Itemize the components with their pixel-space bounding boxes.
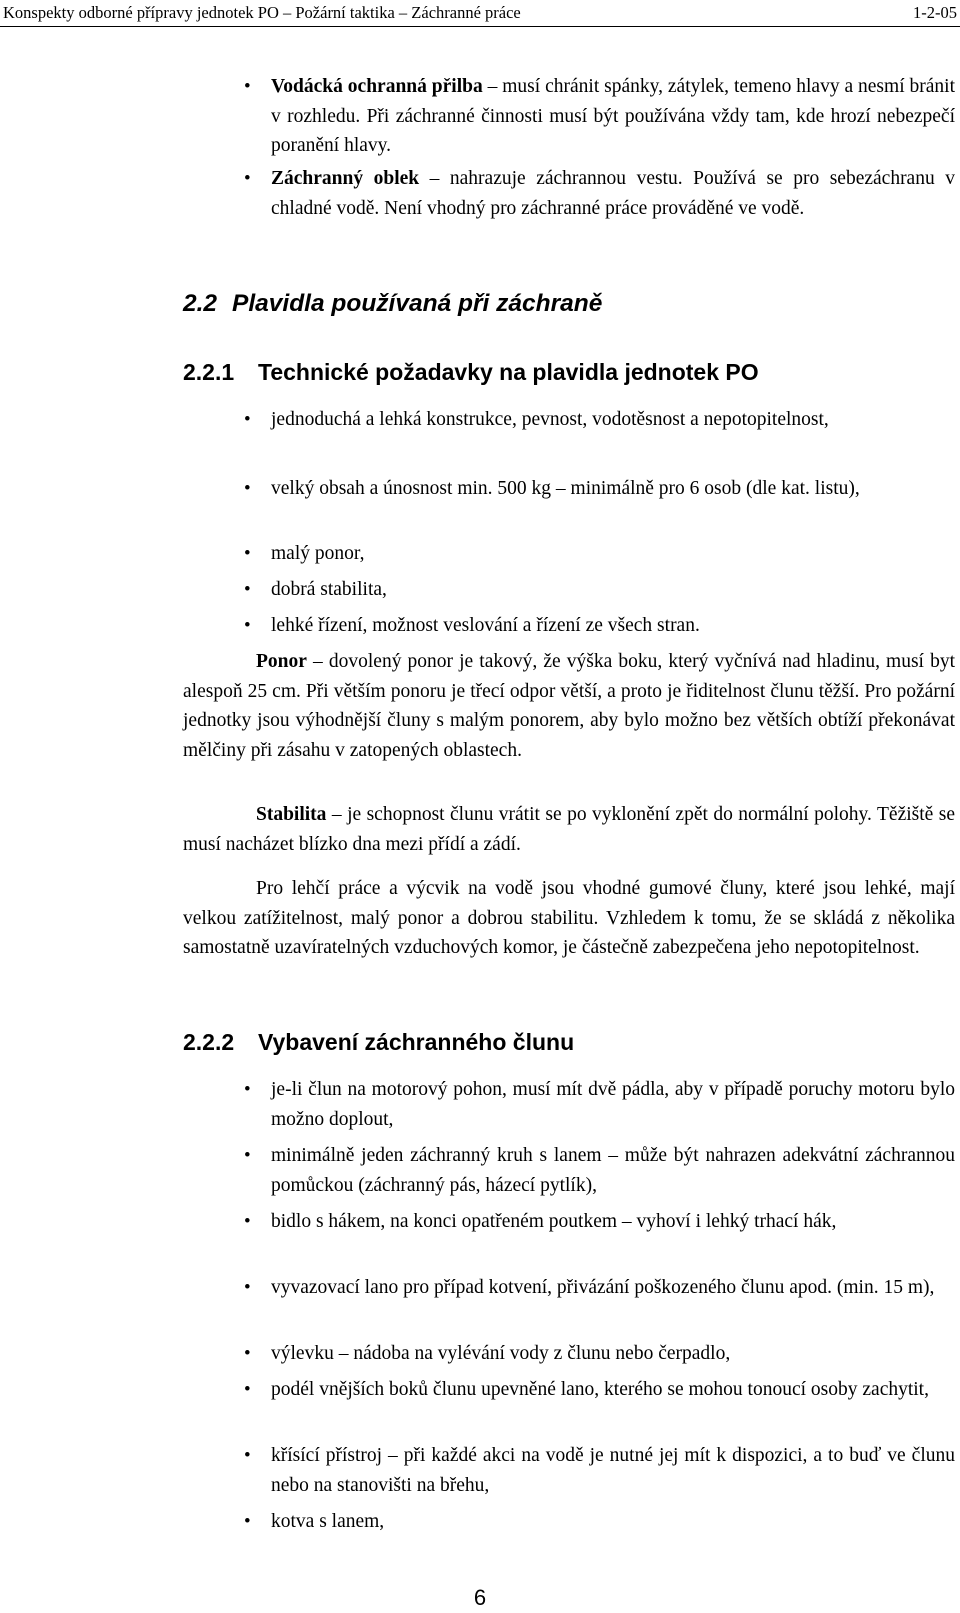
paragraph-gumove-cluny <box>183 874 955 963</box>
section-number: 2.2 <box>183 290 218 317</box>
list-item-text: velký obsah a únosnost min. 500 kg – minimálně pro 6 osob (dle kat. listu), <box>271 478 860 499</box>
list-item <box>244 164 955 223</box>
bullet-icon: • <box>244 1445 251 1466</box>
term-label: Záchranný oblek <box>271 168 420 189</box>
list-item-text: dobrá stabilita, <box>271 579 387 600</box>
header-code: 1-2-05 <box>913 3 957 22</box>
bullet-icon: • <box>244 579 251 600</box>
list-item <box>244 1441 955 1500</box>
list-item-text: malý ponor, <box>271 543 365 564</box>
bullet-icon: • <box>244 168 251 189</box>
list-item <box>244 1375 955 1405</box>
bullet-icon: • <box>244 1145 251 1166</box>
list-item <box>244 72 955 161</box>
term-description: – nahrazuje záchrannou vestu. Používá se pro sebezáchranu v chladné vodě. Není vhodný pro záchranné práce prováděné ve vodě. <box>271 168 955 219</box>
list-item <box>244 1141 955 1200</box>
bullet-icon: • <box>244 543 251 564</box>
bullet-icon: • <box>244 1079 251 1100</box>
bullet-icon: • <box>244 1511 251 1532</box>
list-item <box>244 611 955 641</box>
list-item-text: minimálně jeden záchranný kruh s lanem – může být nahrazen adekvátní záchrannou pomůckou (záchranný pás, házecí pytlík), <box>271 1145 955 1196</box>
paragraph-stabilita <box>183 800 955 859</box>
list-item-text: výlevku – nádoba na vylévání vody z člunu nebo čerpadlo, <box>271 1343 731 1364</box>
subsection-heading <box>183 1029 574 1056</box>
list-item-text: vyvazovací lano pro případ kotvení, přivázání poškozeného člunu apod. (min. 15 m), <box>271 1277 935 1298</box>
bullet-icon: • <box>244 1379 251 1400</box>
list-item-text: jednoduchá a lehká konstrukce, pevnost, vodotěsnost a nepotopitelnost, <box>271 409 829 430</box>
list-item <box>244 474 955 504</box>
list-item-text: lehké řízení, možnost veslování a řízení ze všech stran. <box>271 615 700 636</box>
term-label: Stabilita <box>256 804 327 825</box>
term-description: – musí chránit spánky, zátylek, temeno hlavy a nesmí bránit v rozhledu. Při záchranné činnosti musí být používána vždy tam, kde hrozí nebezpečí poranění hlavy. <box>271 76 955 156</box>
paragraph-text: Pro lehčí práce a výcvik na vodě jsou vhodné gumové čluny, které jsou lehké, mají velkou zatížitelnost, malý ponor a dobrou stabilitu. Vzhledem k tomu, že se skládá z několika samostatně uzavíratelných vzduchových komor, je částečně zabezpečena jeho nepotopitelnost. <box>183 878 955 958</box>
subsection-title: Vybavení záchranného člunu <box>258 1029 575 1055</box>
subsection-title: Technické požadavky na plavidla jednotek PO <box>258 359 759 385</box>
bullet-icon: • <box>244 76 251 97</box>
bullet-icon: • <box>244 478 251 499</box>
list-item <box>244 1507 955 1537</box>
page-header <box>0 0 960 28</box>
list-item <box>244 1075 955 1134</box>
term-label: Vodácká ochranná přilba <box>271 76 483 97</box>
list-item <box>244 575 955 605</box>
bullet-icon: • <box>244 1343 251 1364</box>
paragraph-ponor <box>183 647 955 765</box>
header-divider <box>0 26 960 27</box>
section-heading <box>183 290 602 318</box>
list-item-text: křísící přístroj – při každé akci na vodě je nutné jej mít k dispozici, a to buď ve člunu nebo na stanovišti na břehu, <box>271 1445 955 1496</box>
subsection-heading <box>183 359 759 386</box>
bullet-icon: • <box>244 615 251 636</box>
list-item <box>244 1207 955 1237</box>
paragraph-text: – je schopnost člunu vrátit se po vyklonění zpět do normální polohy. Těžiště se musí nacházet blízko dna mezi přídí a zádí. <box>183 804 955 855</box>
list-item <box>244 1339 955 1369</box>
header-title: Konspekty odborné přípravy jednotek PO – Požární taktika – Záchranné práce <box>3 3 521 22</box>
bullet-icon: • <box>244 1211 251 1232</box>
section-title: Plavidla používaná při záchraně <box>232 290 603 317</box>
list-item <box>244 405 955 435</box>
list-item-text: bidlo s hákem, na konci opatřeném poutkem – vyhoví i lehký trhací hák, <box>271 1211 837 1232</box>
subsection-number: 2.2.1 <box>183 359 235 385</box>
term-label: Ponor <box>256 651 307 672</box>
bullet-icon: • <box>244 1277 251 1298</box>
list-item-text: podél vnějších boků člunu upevněné lano, kterého se mohou tonoucí osoby zachytit, <box>271 1379 929 1400</box>
list-item <box>244 539 955 569</box>
page-number: 6 <box>473 1585 487 1610</box>
list-item-text: kotva s lanem, <box>271 1511 385 1532</box>
paragraph-text: – dovolený ponor je takový, že výška boku, který vyčnívá nad hladinu, musí byt alespoň 25 cm. Při větším ponoru je třecí odpor větší, a proto je řiditelnost člunu těžší. Pro požární jednotky jsou výhodnější čluny s malým ponorem, aby bylo možno bez větších obtíží překonávat mělčiny při zásahu v zatopených oblastech. <box>183 651 955 761</box>
list-item-text: je-li člun na motorový pohon, musí mít dvě pádla, aby v případě poruchy motoru bylo možno doplout, <box>271 1079 955 1130</box>
subsection-number: 2.2.2 <box>183 1029 235 1055</box>
bullet-icon: • <box>244 409 251 430</box>
list-item <box>244 1273 955 1303</box>
